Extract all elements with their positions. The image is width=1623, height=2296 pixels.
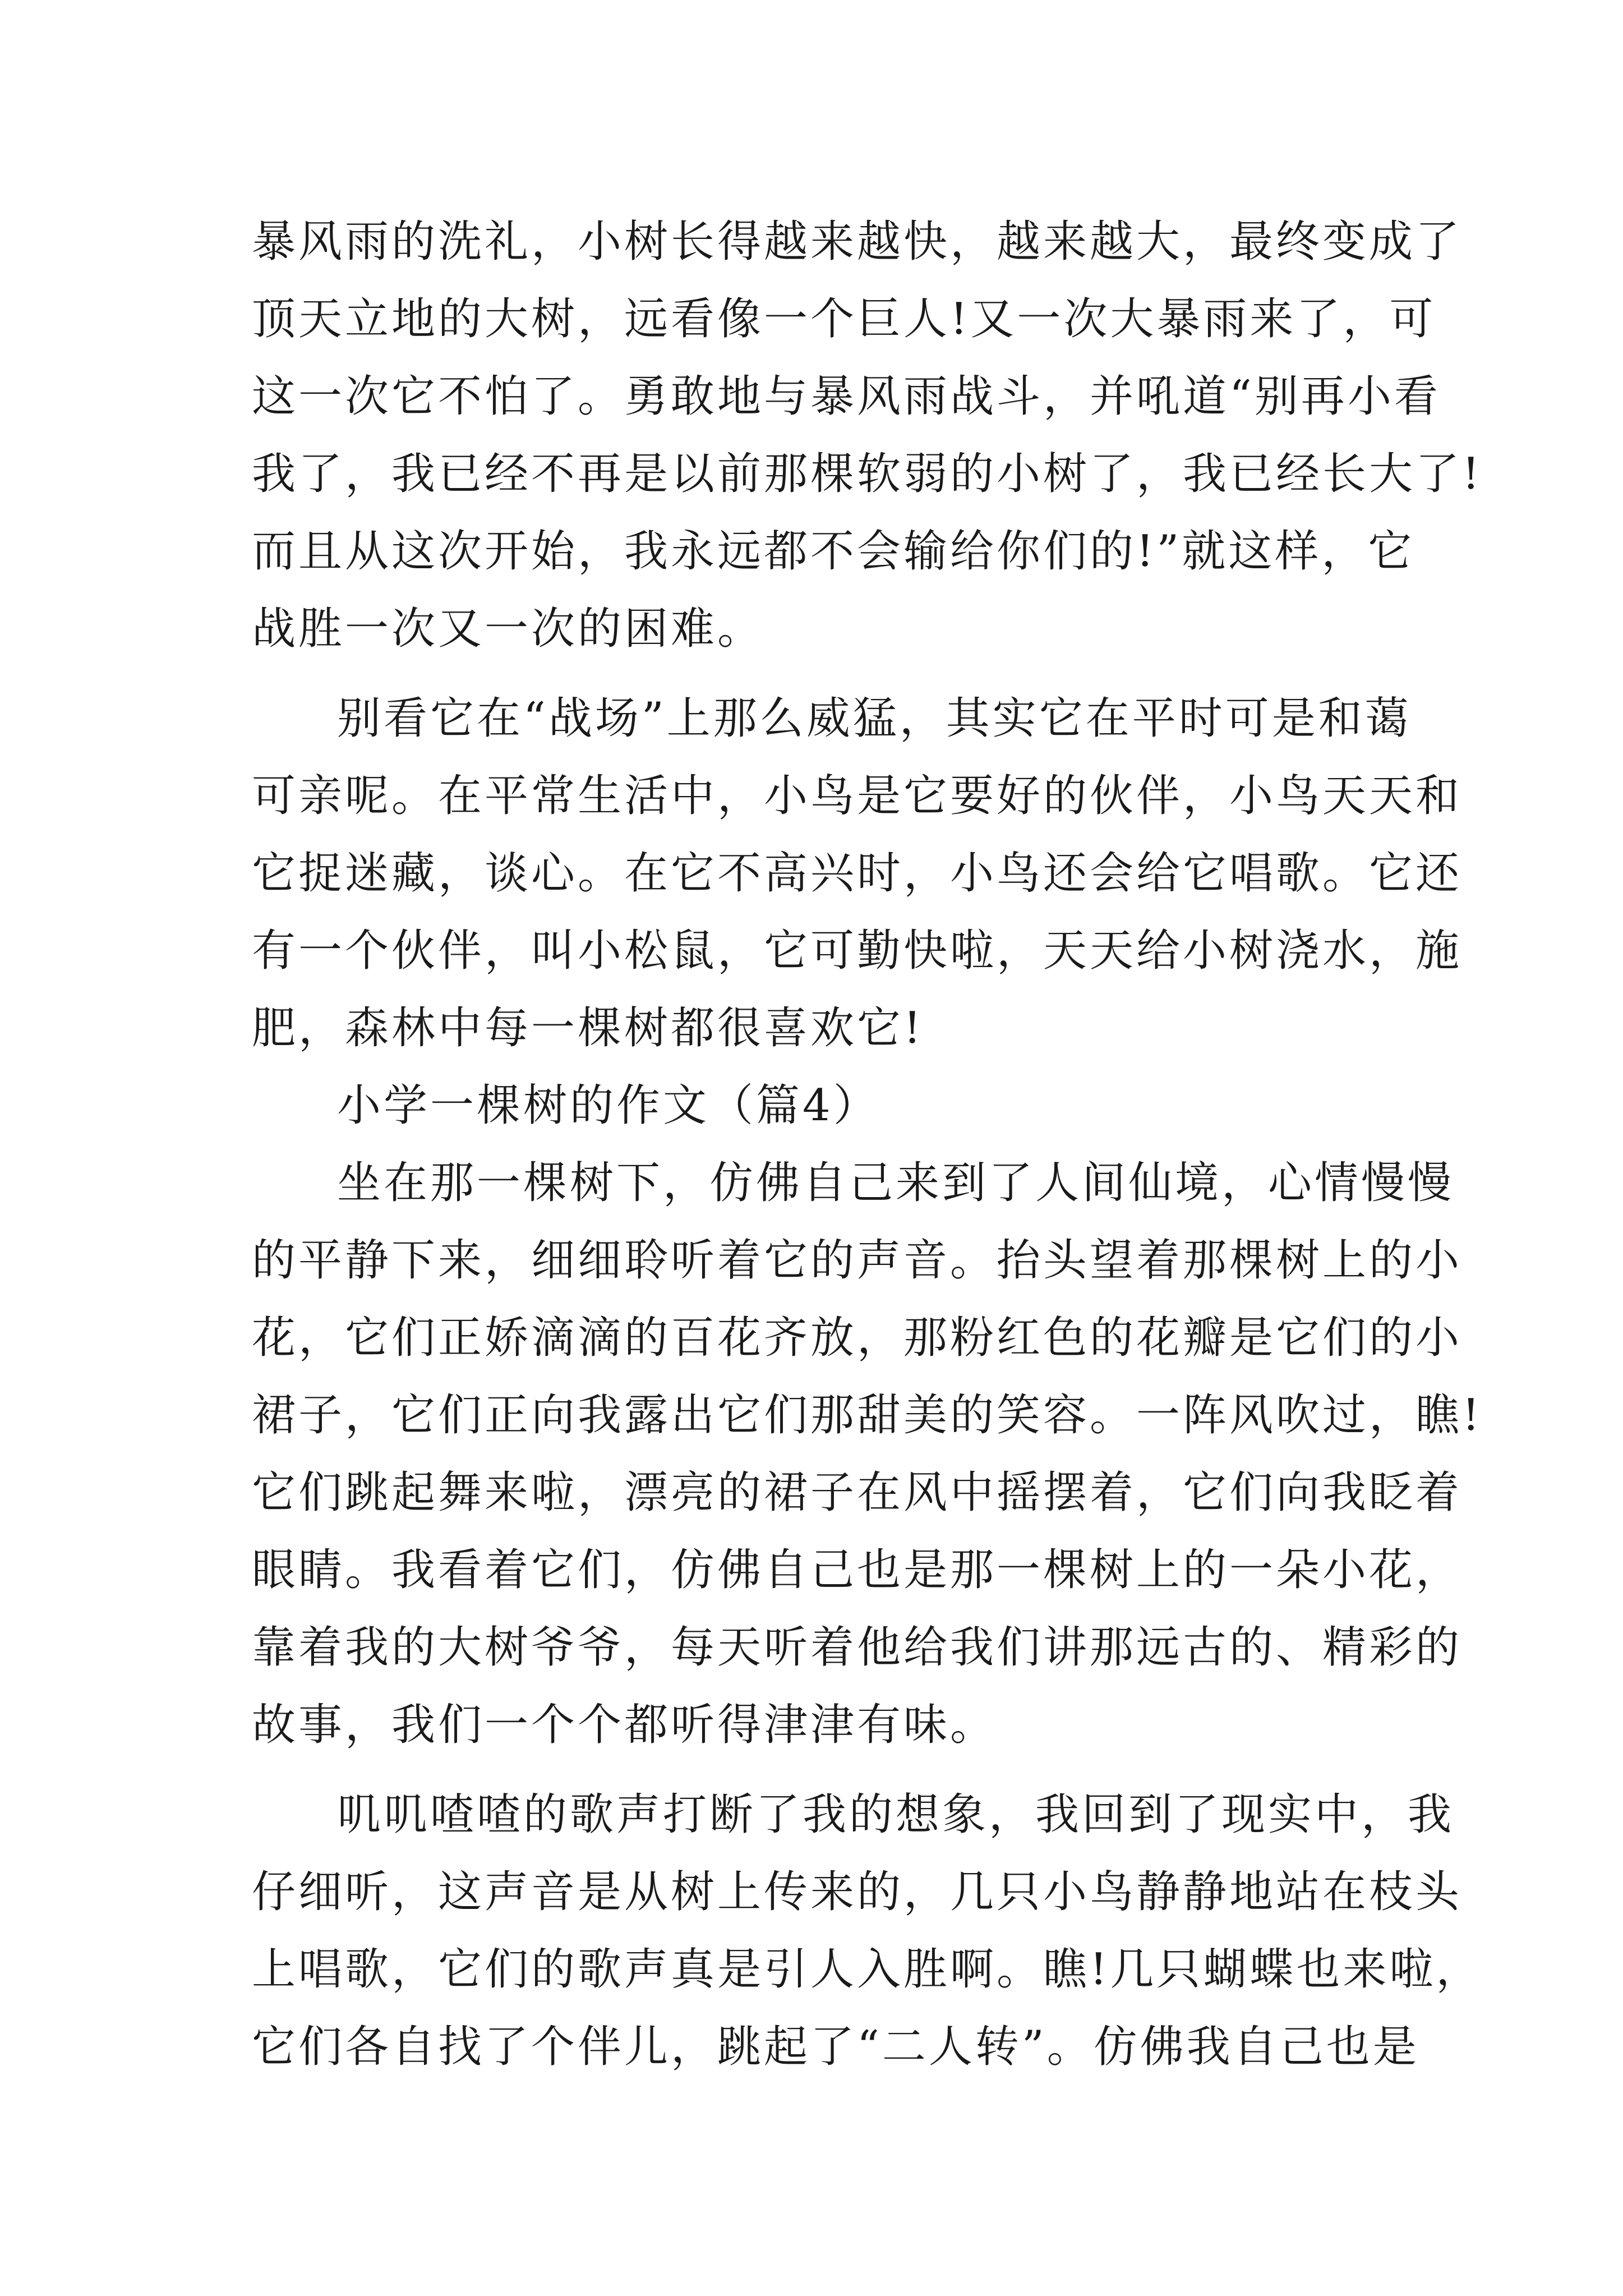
text-line: 故事，我们一个个都听得津津有味。 xyxy=(252,1700,997,1750)
text-line: 的平静下来，细细聆听着它的声音。抬头望着那棵树上的小 xyxy=(252,1235,1463,1286)
text-line: 坐在那一棵树下，仿佛自己来到了人间仙境，心情慢慢 xyxy=(337,1158,1455,1208)
text-line: 我了，我已经不再是以前那棵软弱的小树了，我已经长大了! xyxy=(252,449,1483,499)
text-line: 它们跳起舞来啦，漂亮的裙子在风中摇摆着，它们向我眨着 xyxy=(252,1467,1463,1518)
text-line: 裙子，它们正向我露出它们那甜美的笑容。一阵风吹过，瞧! xyxy=(252,1390,1483,1441)
text-line: 肥，森林中每一棵树都很喜欢它! xyxy=(252,1003,924,1053)
text-line: 顶天立地的大树，远看像一个巨人!又一次大暴雨来了，可 xyxy=(252,294,1436,344)
body-text xyxy=(252,203,1483,2086)
heading-line: 小学一棵树的作文（篇4） xyxy=(337,1080,880,1131)
text-line: 靠着我的大树爷爷，每天听着他给我们讲那远古的、精彩的 xyxy=(252,1622,1463,1673)
text-line: 它们各自找了个伴儿，跳起了“二人转”。仿佛我自己也是 xyxy=(252,2022,1419,2072)
text-line: 眼睛。我看着它们，仿佛自己也是那一棵树上的一朵小花， xyxy=(252,1545,1463,1595)
text-line: 它捉迷藏，谈心。在它不高兴时，小鸟还会给它唱歌。它还 xyxy=(252,848,1463,899)
text-line: 花，它们正娇滴滴的百花齐放，那粉红色的花瓣是它们的小 xyxy=(252,1313,1463,1363)
paragraph xyxy=(252,203,1483,668)
text-line: 而且从这次开始，我永远都不会输给你们的!”就这样，它 xyxy=(252,526,1415,577)
paragraph xyxy=(252,1144,1483,1764)
text-line: 叽叽喳喳的歌声打断了我的想象，我回到了现实中，我 xyxy=(337,1789,1455,1840)
text-line: 上唱歌，它们的歌声真是引人入胜啊。瞧!几只蝴蝶也来啦， xyxy=(252,1944,1483,1995)
section-heading xyxy=(252,1067,1390,1144)
text-line: 别看它在“战场”上那么威猛，其实它在平时可是和蔼 xyxy=(337,693,1412,744)
text-line: 仔细听，这声音是从树上传来的，几只小鸟静静地站在枝头 xyxy=(252,1867,1463,1917)
text-line: 可亲呢。在平常生活中，小鸟是它要好的伙伴，小鸟天天和 xyxy=(252,771,1463,821)
text-line: 这一次它不怕了。勇敢地与暴风雨战斗，并吼道“别再小看 xyxy=(252,371,1441,422)
paragraph xyxy=(252,680,1463,1067)
paragraph xyxy=(252,1776,1483,2086)
text-line: 有一个伙伴，叫小松鼠，它可勤快啦，天天给小树浇水，施 xyxy=(252,926,1463,976)
text-line: 战胜一次又一次的困难。 xyxy=(252,604,764,654)
text-line: 暴风雨的洗礼，小树长得越来越快，越来越大，最终变成了 xyxy=(252,217,1463,267)
